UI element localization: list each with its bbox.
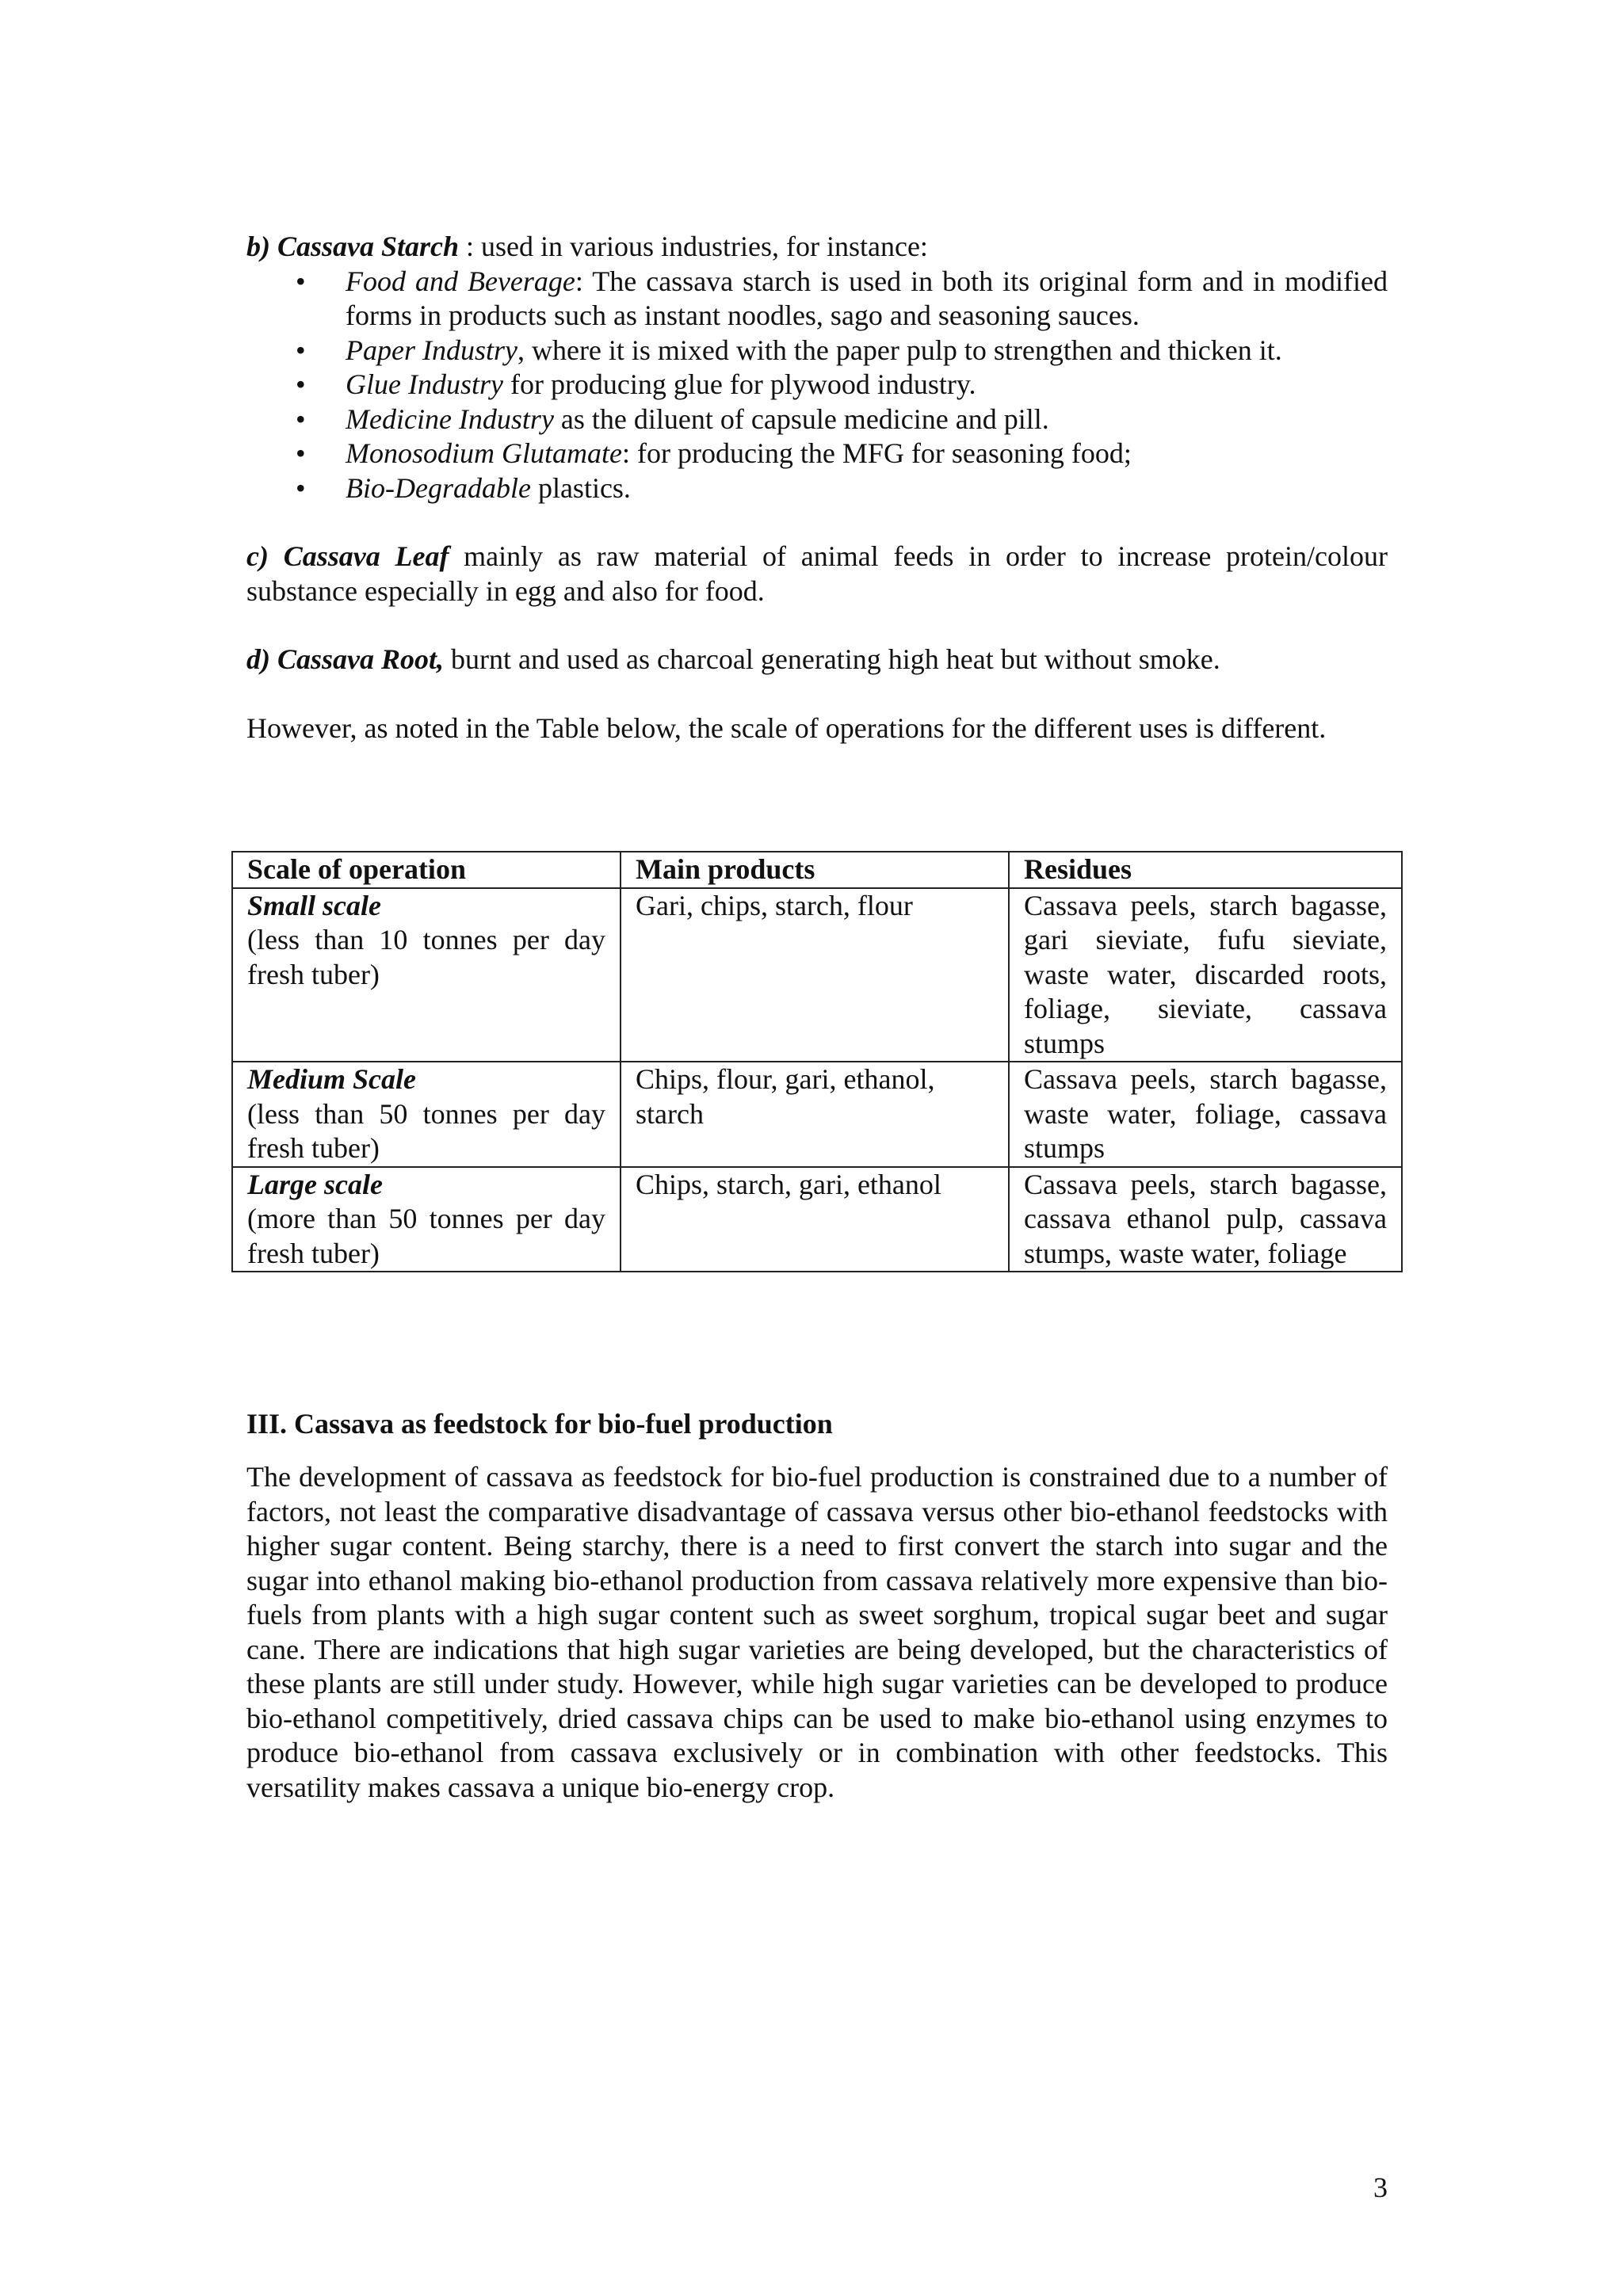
section-c-rest: mainly as raw material of animal feeds in order to increase protein/colour substance especially in egg and also for food. bbox=[246, 540, 1388, 607]
residues-cell: Cassava peels, starch bagasse, waste water, foliage, cassava stumps bbox=[1009, 1062, 1402, 1167]
list-item bbox=[246, 265, 1388, 334]
scale-cell bbox=[232, 888, 621, 1062]
products-cell: Chips, starch, gari, ethanol bbox=[621, 1167, 1009, 1272]
section-b-lead: b) Cassava Starch bbox=[246, 231, 460, 262]
spacer bbox=[246, 505, 1388, 540]
bullet-icon: • bbox=[296, 437, 306, 469]
section-3-heading: III. Cassava as feedstock for bio-fuel production bbox=[246, 1408, 833, 1440]
scale-note: (less than 10 tonnes per day fresh tuber) bbox=[247, 924, 605, 990]
section-c-paragraph bbox=[246, 540, 1388, 608]
scale-note: (less than 50 tonnes per day fresh tuber) bbox=[247, 1097, 605, 1164]
upper-content bbox=[246, 230, 1388, 746]
table-intro-paragraph: However, as noted in the Table below, the scale of operations for the different uses is different. bbox=[246, 711, 1327, 744]
table-row bbox=[232, 888, 1402, 1062]
bullet-text: as the diluent of capsule medicine and pill. bbox=[553, 402, 1049, 435]
list-item bbox=[246, 402, 1388, 437]
table-header-row bbox=[232, 852, 1402, 888]
section-b-title bbox=[246, 230, 1388, 265]
list-item bbox=[246, 471, 1388, 506]
bullet-term: Food and Beverage bbox=[346, 265, 575, 297]
spacer bbox=[246, 677, 1388, 711]
scale-note: (more than 50 tonnes per day fresh tuber) bbox=[247, 1203, 605, 1269]
bullet-text: for producing glue for plywood industry. bbox=[502, 368, 976, 400]
residues-cell: Cassava peels, starch bagasse, cassava ethanol pulp, cassava stumps, waste water, foliage bbox=[1009, 1167, 1402, 1272]
bullet-text: : The cassava starch is used in both its original form and in modified forms in products such as instant noodles, sago and seasoning sauces. bbox=[346, 265, 1388, 331]
scale-name: Small scale bbox=[247, 889, 381, 921]
section-d-paragraph bbox=[246, 643, 1388, 677]
bullet-icon: • bbox=[296, 402, 306, 435]
bullet-icon: • bbox=[296, 471, 306, 504]
bullet-icon: • bbox=[296, 334, 306, 366]
scale-cell bbox=[232, 1062, 621, 1167]
table-row bbox=[232, 1062, 1402, 1167]
table-row bbox=[232, 1167, 1402, 1272]
products-cell: Gari, chips, starch, flour bbox=[621, 888, 1009, 1062]
products-cell: Chips, flour, gari, ethanol, starch bbox=[621, 1062, 1009, 1167]
list-item bbox=[246, 334, 1388, 368]
bullet-text: : for producing the MFG for seasoning food; bbox=[621, 437, 1132, 469]
section-3-body: The development of cassava as feedstock for bio-fuel production is constrained due to a number of factors, not least the comparative disadvantage of cassava versus other bio-ethanol feedstocks with higher sugar content. Being starchy, there is a need to first convert the starch into sugar and the sugar into ethanol making bio-ethanol production from cassava relatively more expensive than bio-fuels from plants with a high sugar content such as sweet sorghum, tropical sugar beet and sugar cane. There are indications that high sugar varieties are being developed, but the characteristics of these plants are still under study. However, while high sugar varieties can be developed to produce bio-ethanol competitively, dried cassava chips can be used to make bio-ethanol using enzymes to produce bio-ethanol from cassava exclusively or in combination with other feedstocks. This versatility makes cassava a unique bio-energy crop. bbox=[246, 1461, 1388, 1803]
bullet-term: Medicine Industry bbox=[346, 402, 554, 435]
scale-name: Medium Scale bbox=[247, 1063, 416, 1095]
spacer bbox=[246, 608, 1388, 643]
scale-cell bbox=[232, 1167, 621, 1272]
starch-uses-list bbox=[246, 265, 1388, 506]
scale-of-operation-table bbox=[231, 851, 1403, 1272]
section-c-lead: c) Cassava Leaf bbox=[246, 540, 449, 572]
page-number: 3 bbox=[1373, 2172, 1388, 2203]
section-d-lead: d) Cassava Root, bbox=[246, 643, 445, 675]
section-b-rest: : used in various industries, for instance: bbox=[459, 231, 928, 262]
column-header: Main products bbox=[621, 852, 1009, 888]
bullet-term: Monosodium Glutamate bbox=[346, 437, 622, 469]
bullet-term: Paper Industry bbox=[346, 334, 517, 366]
list-item bbox=[246, 368, 1388, 402]
bullet-text: plastics. bbox=[530, 471, 631, 504]
bullet-text: , where it is mixed with the paper pulp to strengthen and thicken it. bbox=[517, 334, 1282, 366]
scale-name: Large scale bbox=[247, 1168, 383, 1200]
bullet-term: Bio-Degradable bbox=[346, 471, 531, 504]
bullet-term: Glue Industry bbox=[346, 368, 503, 400]
column-header: Residues bbox=[1009, 852, 1402, 888]
bullet-icon: • bbox=[296, 265, 306, 297]
bullet-icon: • bbox=[296, 368, 306, 400]
section-d-rest: burnt and used as charcoal generating high heat but without smoke. bbox=[444, 643, 1220, 675]
residues-cell: Cassava peels, starch bagasse, gari sieviate, fufu sieviate, waste water, discarded roots, foliage, sieviate, cassava stumps bbox=[1009, 888, 1402, 1062]
column-header: Scale of operation bbox=[232, 852, 621, 888]
list-item bbox=[246, 437, 1388, 471]
